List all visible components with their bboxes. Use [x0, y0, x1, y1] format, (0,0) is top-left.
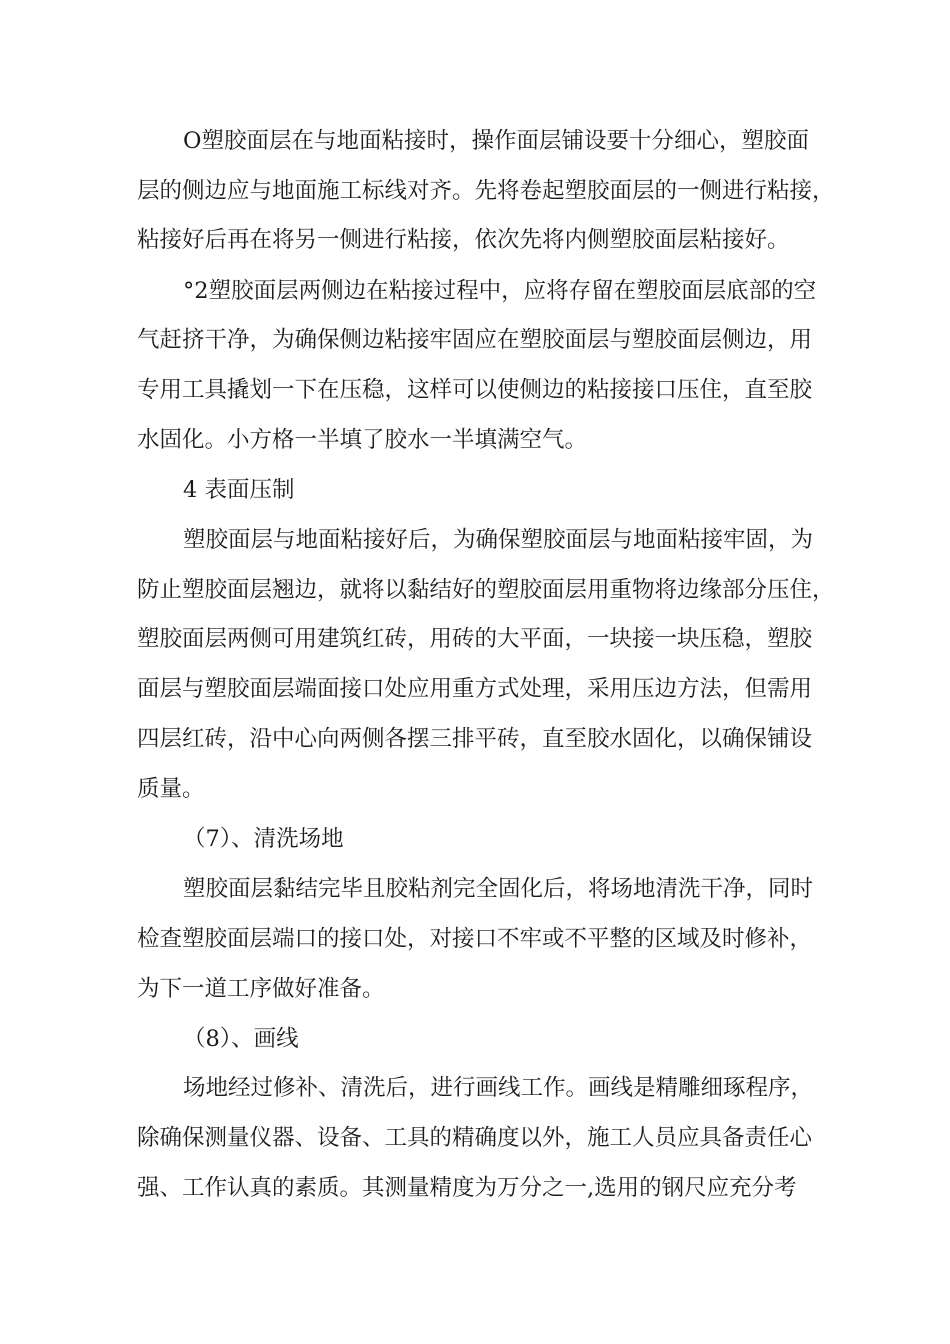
section-heading-line-marking: （8）、画线 — [183, 1026, 299, 1052]
text-line-7: 水固化。小方格一半填了胶水一半填满空气。 — [137, 427, 588, 453]
text-line-17: 检查塑胶面层端口的接口处，对接口不牢或不平整的区域及时修补， — [137, 926, 813, 952]
text-line-21: 除确保测量仪器、设备、工具的精确度以外，施工人员应具备责任心 — [137, 1125, 813, 1151]
text-line-9: 塑胶面层与地面粘接好后，为确保塑胶面层与地面粘接牢固，为 — [183, 527, 814, 553]
text-line-20: 场地经过修补、清洗后，进行画线工作。画线是精雕细琢程序， — [183, 1075, 814, 1101]
text-line-2: 层的侧边应与地面施工标线对齐。先将卷起塑胶面层的一侧进行粘接， — [137, 178, 835, 204]
section-heading-clean-site: （7）、清洗场地 — [183, 826, 344, 852]
text-line-13: 四层红砖，沿中心向两侧各摆三排平砖，直至胶水固化，以确保铺设 — [137, 726, 813, 752]
text-line-3: 粘接好后再在将另一侧进行粘接，依次先将内侧塑胶面层粘接好。 — [137, 227, 790, 253]
text-line-12: 面层与塑胶面层端面接口处应用重方式处理，采用压边方法，但需用 — [137, 676, 813, 702]
text-line-5: 气赶挤干净，为确保侧边粘接牢固应在塑胶面层与塑胶面层侧边，用 — [137, 327, 813, 353]
text-line-18: 为下一道工序做好准备。 — [137, 976, 385, 1002]
text-line-16: 塑胶面层黏结完毕且胶粘剂完全固化后，将场地清洗干净，同时 — [183, 876, 814, 902]
text-line-14: 质量。 — [137, 776, 205, 802]
section-heading-surface-pressing: 4 表面压制 — [183, 477, 295, 503]
text-line-6: 专用工具撬划一下在压稳，这样可以使侧边的粘接接口压住，直至胶 — [137, 377, 813, 403]
text-line-11: 塑胶面层两侧可用建筑红砖，用砖的大平面，一块接一块压稳，塑胶 — [137, 626, 813, 652]
text-line-4: °2塑胶面层两侧边在粘接过程中，应将存留在塑胶面层底部的空 — [183, 278, 817, 304]
text-line-22: 强、工作认真的素质。其测量精度为万分之一,选用的钢尺应充分考 — [137, 1175, 797, 1201]
text-line-10: 防止塑胶面层翘边，就将以黏结好的塑胶面层用重物将边缘部分压住， — [137, 577, 835, 603]
text-line-1: O塑胶面层在与地面粘接时，操作面层铺设要十分细心，塑胶面 — [183, 128, 809, 154]
